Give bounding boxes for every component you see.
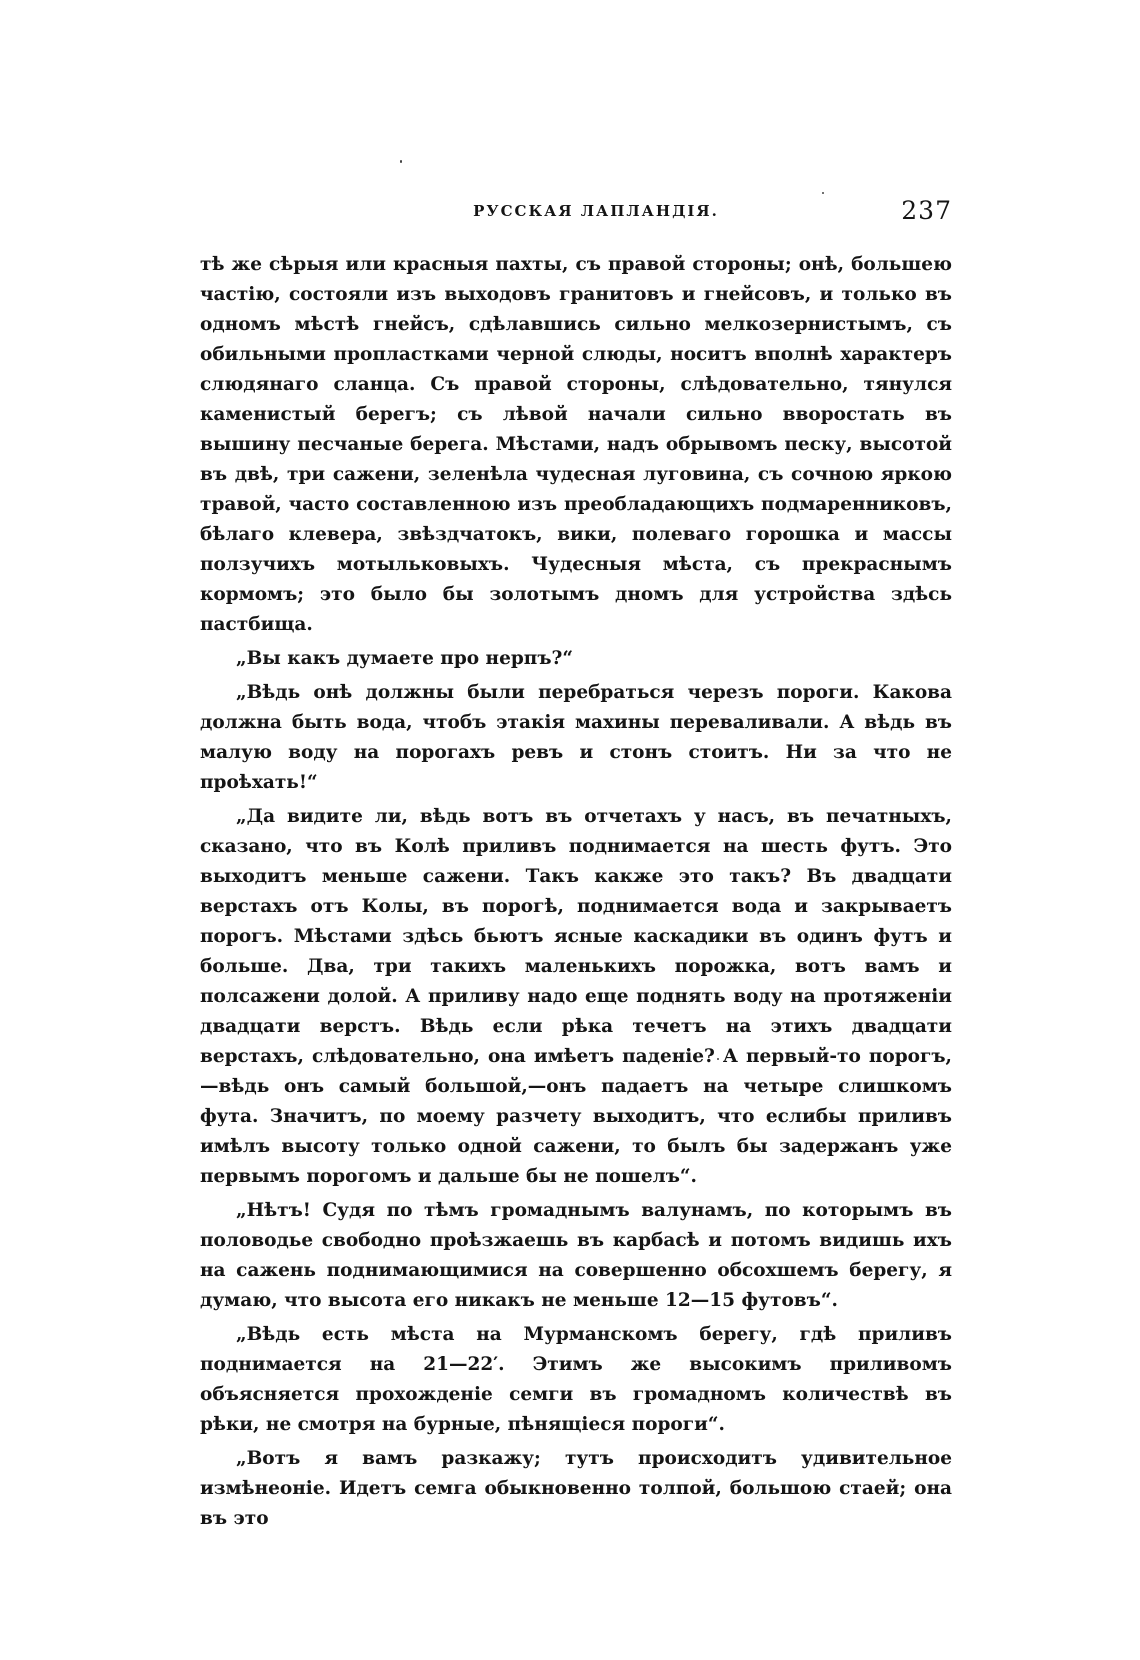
paragraph: „Нѣтъ! Судя по тѣмъ громаднымъ валунамъ, по которымъ въ половодье свободно проѣзжаешь въ карбасѣ и потомъ видишь ихъ на сажень поднимающимися на совершенно обсохшемъ берегу, я думаю, что высота его никакъ не меньше 12—15 футовъ“. — [200, 1200, 952, 1311]
paragraph: тѣ же сѣрыя или красныя пахты, съ правой стороны; онѣ, большею частію, состояли изъ выходовъ гранитовъ и гнейсовъ, и только въ одномъ мѣстѣ гнейсъ, сдѣлавшись сильно мелкозернистымъ, съ обильными пропластками черной слюды, носитъ вполнѣ характеръ слюдянаго сланца. Съ правой стороны, слѣдовательно, тянулся каменистый берегъ; съ лѣвой начали сильно вворостать въ вышину песчаные берега. Мѣстами, надъ обрывомъ песку, высотой въ двѣ, три сажени, зеленѣла чудесная луговина, съ сочною яркою травой, часто составленною изъ преобладающихъ подмаренниковъ, бѣлаго клевера, звѣздчатокъ, вики, полеваго горошка и массы ползучихъ мотыльковыхъ. Чудесныя мѣста, съ прекраснымъ кормомъ; это было бы золотымъ дномъ для устройства здѣсь пастбища. — [200, 254, 952, 635]
print-speck — [400, 160, 402, 163]
paragraph: „Вы какъ думаете про нерпъ?“ — [236, 648, 573, 669]
page-number: 237 — [901, 196, 952, 225]
print-speck — [822, 192, 824, 194]
running-title: РУССКАЯ ЛАПЛАНДІЯ. — [473, 202, 719, 220]
paragraph: „Вѣдь есть мѣста на Мурманскомъ берегу, гдѣ приливъ поднимается на 21—22′. Этимъ же высокимъ приливомъ объясняется прохожденіе семги въ громадномъ количествѣ въ рѣки, не смотря на бурные, пѣнящіеся пороги“. — [200, 1324, 952, 1435]
body-text — [200, 250, 952, 1538]
paragraph: „Вотъ я вамъ разкажу; тутъ происходитъ удивительное измѣнеоніе. Идетъ семга обыкновенно толпой, большою стаей; она въ это — [200, 1448, 952, 1529]
paragraph: „Да видите ли, вѣдь вотъ въ отчетахъ у насъ, въ печатныхъ, сказано, что въ Колѣ приливъ поднимается на шесть футъ. Это выходитъ меньше сажени. Такъ какже это такъ? Въ двадцати верстахъ отъ Колы, въ порогѣ, поднимается вода и закрываетъ порогъ. Мѣстами здѣсь бьютъ ясные каскадики въ одинъ футъ и больше. Два, три такихъ маленькихъ порожка, вотъ вамъ и полсажени долой. А приливу надо еще поднять воду на протяженіи двадцати верстъ. Вѣдь если рѣка течетъ на этихъ двадцати верстахъ, слѣдовательно, она имѣетъ паденіе? А первый-то порогъ,—вѣдь онъ самый большой,—онъ падаетъ на четыре слишкомъ фута. Значитъ, по моему разчету выходитъ, что еслибы приливъ имѣлъ высоту только одной сажени, то былъ бы задержанъ уже первымъ порогомъ и дальше бы не пошелъ“. — [200, 806, 952, 1187]
page-header — [200, 196, 952, 232]
paragraph: „Вѣдь онѣ должны были перебраться черезъ пороги. Какова должна быть вода, чтобъ этакія махины переваливали. А вѣдь въ малую воду на порогахъ ревъ и стонъ стоитъ. Ни за что не проѣхать!“ — [200, 682, 952, 793]
